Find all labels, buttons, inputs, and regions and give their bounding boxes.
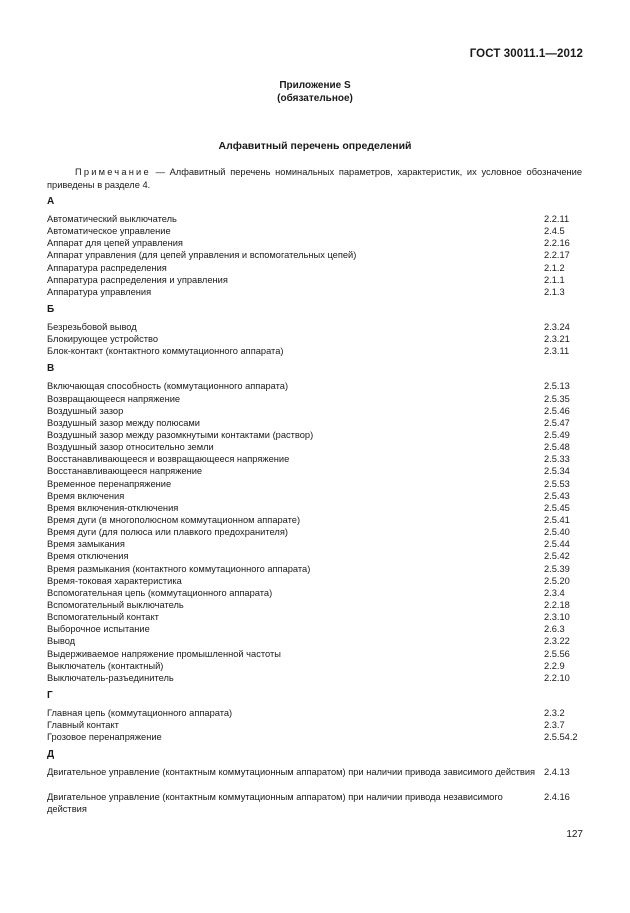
index-entry	[47, 623, 582, 635]
entry-reference: 2.3.2	[544, 707, 565, 718]
entry-reference: 2.5.34	[544, 466, 570, 477]
entry-reference: 2.5.47	[544, 417, 570, 428]
entry-term: Восстанавливающееся и возвращающееся напряжение	[47, 454, 290, 465]
entry-reference: 2.2.17	[544, 250, 570, 261]
index-entry	[47, 490, 582, 502]
index-entry	[47, 393, 582, 405]
index-entry	[47, 225, 582, 237]
index-entry	[47, 429, 582, 441]
entry-reference: 2.4.5	[544, 226, 565, 237]
entry-reference: 2.3.4	[544, 587, 565, 598]
index-entry	[47, 274, 582, 286]
entry-reference: 2.5.39	[544, 563, 570, 574]
entry-reference: 2.1.2	[544, 262, 565, 273]
index-entry	[47, 478, 582, 490]
entry-term: Автоматический выключатель	[47, 214, 177, 224]
entry-term: Возвращающееся напряжение	[47, 393, 181, 404]
entry-reference: 2.5.49	[544, 429, 570, 440]
index-entry	[47, 213, 582, 225]
index-entry	[47, 672, 582, 684]
entry-reference: 2.2.11	[544, 214, 570, 224]
entry-term: Двигательное управление (контактным коммутационным аппаратом) при наличии привода зависимого действия	[47, 767, 536, 778]
entry-reference: 2.5.45	[544, 502, 570, 513]
entry-term: Аппаратура распределения	[47, 262, 167, 273]
index-entry	[47, 611, 582, 623]
entry-term: Воздушный зазор между разомкнутыми контактами (раствор)	[47, 429, 314, 440]
entry-reference: 2.4.13	[544, 767, 570, 778]
entry-term: Аппарат для цепей управления	[47, 238, 183, 249]
index-entry	[47, 526, 582, 538]
entry-term: Выключатель (контактный)	[47, 660, 164, 671]
index-entry	[47, 249, 582, 261]
entry-reference: 2.1.3	[544, 286, 565, 297]
entry-term: Главный контакт	[47, 720, 119, 731]
index-entry	[47, 731, 582, 743]
letter-heading: А	[47, 196, 55, 207]
entry-reference: 2.3.22	[544, 636, 570, 647]
letter-heading: Б	[47, 303, 55, 315]
page-number: 127	[566, 829, 583, 840]
entry-term: Блок-контакт (контактного коммутационного аппарата)	[47, 346, 284, 357]
index-entry	[47, 417, 582, 429]
entry-reference: 2.5.40	[544, 527, 570, 538]
index-entry	[47, 660, 582, 672]
index-entry	[47, 599, 582, 611]
entry-term: Вспомогательный контакт	[47, 612, 159, 623]
entry-reference: 2.3.11	[544, 346, 570, 357]
entry-reference: 2.3.7	[544, 720, 565, 731]
entry-term: Время включения-отключения	[47, 502, 179, 513]
index-entry	[47, 587, 582, 599]
entry-reference: 2.5.53	[544, 478, 570, 489]
entry-reference: 2.3.21	[544, 334, 570, 345]
section-title: Алфавитный перечень определений	[218, 140, 412, 152]
entry-reference: 2.6.3	[544, 624, 565, 635]
entry-reference: 2.3.10	[544, 612, 570, 623]
letter-heading: В	[47, 363, 55, 375]
entry-reference: 2.5.35	[544, 393, 570, 404]
index-entry	[47, 441, 582, 453]
entry-reference: 2.2.9	[544, 660, 565, 671]
entry-reference: 2.5.43	[544, 490, 570, 501]
entry-term: Время включения	[47, 490, 125, 501]
entry-reference: 2.5.56	[544, 648, 570, 659]
index-entry	[47, 791, 582, 815]
entry-term: Вывод	[47, 636, 76, 647]
index-entry	[47, 405, 582, 417]
index-entry	[47, 237, 582, 249]
definitions-index	[47, 195, 582, 815]
index-entry	[47, 575, 582, 587]
appendix-status: (обязательное)	[277, 93, 353, 104]
entry-reference: 2.5.46	[544, 405, 570, 416]
entry-term: Выключатель-разъединитель	[47, 672, 174, 683]
index-entry	[47, 333, 582, 345]
entry-term: Воздушный зазор между полюсами	[47, 417, 200, 428]
index-entry	[47, 550, 582, 562]
index-entry	[47, 707, 582, 719]
entry-reference: 2.5.54.2	[544, 732, 578, 743]
entry-term: Воздушный зазор	[47, 405, 124, 416]
index-entry	[47, 635, 582, 647]
index-entry	[47, 345, 582, 357]
entry-term: Вспомогательная цепь (коммутационного аппарата)	[47, 587, 273, 598]
entry-reference: 2.2.10	[544, 672, 570, 683]
index-entry	[47, 502, 582, 514]
appendix-title: Приложение S	[279, 80, 351, 91]
index-entry	[47, 453, 582, 465]
entry-term: Главная цепь (коммутационного аппарата)	[47, 707, 233, 718]
entry-term: Восстанавливающееся напряжение	[47, 466, 203, 477]
entry-reference: 2.4.16	[544, 791, 570, 802]
entry-term: Безрезьбовой вывод	[47, 321, 137, 332]
index-entry	[47, 321, 582, 333]
entry-reference: 2.5.20	[544, 575, 570, 586]
index-entry	[47, 465, 582, 477]
note-paragraph	[47, 166, 582, 192]
index-entry	[47, 380, 582, 392]
entry-term: Грозовое перенапряжение	[47, 732, 162, 743]
entry-term: Двигательное управление (контактным коммутационным аппаратом) при наличии привода независимого действия	[47, 791, 503, 814]
note-label: Примечание	[75, 167, 151, 177]
index-entry	[47, 286, 582, 298]
entry-term: Автоматическое управление	[47, 226, 171, 237]
index-entry	[47, 514, 582, 526]
entry-term: Аппаратура распределения и управления	[47, 274, 228, 285]
entry-reference: 2.3.24	[544, 321, 570, 332]
entry-term: Выборочное испытание	[47, 624, 150, 635]
entry-term: Аппарат управления (для цепей управления и вспомогательных цепей)	[47, 250, 357, 261]
index-entry	[47, 648, 582, 660]
index-entry	[47, 719, 582, 731]
entry-term: Вспомогательный выключатель	[47, 599, 184, 610]
entry-reference: 2.5.13	[544, 381, 570, 392]
entry-term: Время размыкания (контактного коммутационного аппарата)	[47, 563, 311, 574]
entry-reference: 2.2.16	[544, 238, 570, 249]
entry-reference: 2.5.44	[544, 539, 570, 550]
standard-designation: ГОСТ 30011.1—2012	[469, 48, 583, 60]
letter-heading: Г	[47, 689, 53, 701]
entry-term: Выдерживаемое напряжение промышленной частоты	[47, 648, 281, 659]
entry-term: Блокирующее устройство	[47, 334, 159, 345]
entry-reference: 2.5.33	[544, 454, 570, 465]
entry-term: Временное перенапряжение	[47, 478, 172, 489]
entry-term: Время-токовая характеристика	[47, 575, 182, 586]
entry-term: Включающая способность (коммутационного аппарата)	[47, 381, 289, 392]
index-entry	[47, 563, 582, 575]
entry-reference: 2.1.1	[544, 274, 565, 285]
entry-term: Воздушный зазор относительно земли	[47, 442, 214, 453]
entry-reference: 2.5.41	[544, 514, 570, 525]
entry-term: Время дуги (для полюса или плавкого предохранителя)	[47, 527, 288, 538]
index-entry	[47, 538, 582, 550]
entry-reference: 2.5.48	[544, 442, 570, 453]
index-entry	[47, 766, 582, 790]
entry-term: Время дуги (в многополюсном коммутационном аппарате)	[47, 514, 301, 525]
entry-term: Аппаратура управления	[47, 286, 152, 297]
letter-heading: Д	[47, 749, 55, 761]
entry-term: Время замыкания	[47, 539, 125, 550]
entry-term: Время отключения	[47, 551, 129, 562]
note-text: — Алфавитный перечень номинальных параметров, характеристик, их условное обозначение приведены в разделе 4.	[47, 167, 582, 190]
index-entry	[47, 262, 582, 274]
entry-reference: 2.5.42	[544, 551, 570, 562]
entry-reference: 2.2.18	[544, 599, 570, 610]
